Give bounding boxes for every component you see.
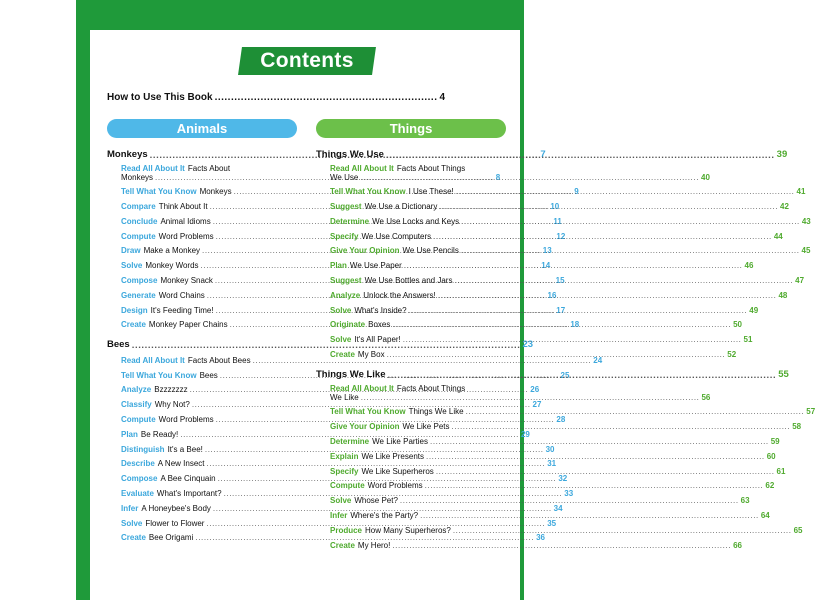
section-page-number: 23	[522, 338, 534, 350]
entry-verb: Specify	[330, 231, 359, 241]
entry-page-number: 9	[574, 187, 579, 197]
entry-verb: Determine	[330, 436, 370, 446]
entry-page-number: 15	[555, 276, 565, 286]
entry-title: Facts About Things	[396, 163, 466, 173]
entry-verb: Create	[121, 320, 146, 330]
entry-page-number: 40	[701, 172, 710, 182]
leader-dots	[430, 438, 769, 446]
leader-dots	[386, 152, 775, 160]
entry-page-number: 18	[570, 320, 580, 330]
entry-text	[330, 232, 431, 241]
entry-verb: Conclude	[121, 216, 158, 226]
entry-text	[121, 187, 232, 196]
leader-dots	[361, 394, 700, 402]
section-page-number: 39	[776, 148, 788, 160]
entry-page-number: 46	[744, 261, 754, 271]
entry-title: Boxes	[368, 320, 391, 330]
entry-verb: Explain	[330, 451, 359, 461]
entry-text	[330, 467, 434, 476]
entry-title: Word Problems	[367, 481, 423, 491]
entry-title-continued: We Like	[330, 392, 359, 402]
entry-text	[330, 481, 423, 490]
entry-page-number: 12	[556, 231, 566, 241]
entry-page-number: 34	[553, 503, 563, 513]
entry-verb: Solve	[121, 518, 143, 528]
entry-text	[121, 306, 214, 315]
entry-verb: Compose	[121, 474, 158, 484]
entry-title: My Box	[357, 350, 385, 360]
entry-text	[330, 526, 451, 535]
leader-dots	[360, 174, 699, 182]
leader-dots	[392, 321, 731, 329]
entry-page-number: 52	[727, 350, 737, 360]
entry-verb: Read All About It	[330, 383, 394, 393]
entry-title: We Use Locks and Keys	[372, 216, 460, 226]
entry-title: Word Problems	[158, 231, 214, 241]
entry-verb: Infer	[121, 503, 139, 513]
entry-page-number: 60	[766, 451, 776, 461]
entry-page-number: 32	[558, 474, 568, 484]
entry-verb: Compare	[121, 202, 156, 212]
section-title: Things We Use	[316, 148, 384, 160]
entry-page-number: 25	[560, 370, 570, 380]
entry-page-number: 17	[556, 305, 566, 315]
entry-title-continued: We Use	[330, 172, 359, 182]
entry-text	[121, 489, 222, 498]
entry-verb: Solve	[330, 305, 352, 315]
entry-text	[121, 504, 211, 513]
entry-verb: Create	[330, 350, 355, 360]
entry-title: We Use Paper	[349, 261, 402, 271]
entry-text	[330, 422, 449, 431]
entry-text	[330, 261, 402, 270]
leader-dots	[404, 262, 743, 270]
leader-dots	[392, 542, 731, 550]
entry-title-line2	[330, 393, 710, 402]
entry-title: Where's the Party?	[350, 510, 419, 520]
entry-title: Be Ready!	[140, 429, 179, 439]
leader-dots	[438, 292, 777, 300]
entry-text	[121, 202, 208, 211]
entry-text	[330, 187, 454, 196]
entry-text	[121, 533, 193, 542]
entry-verb: Analyze	[121, 385, 152, 395]
entry-text	[121, 430, 178, 439]
entry-title: It's All Paper!	[354, 335, 401, 345]
leader-dots	[388, 372, 777, 380]
entry-page-number: 24	[593, 355, 603, 365]
entry-title: Flower to Flower	[145, 518, 205, 528]
entry-title-line1	[330, 164, 710, 173]
entry-verb: Solve	[330, 496, 352, 506]
entry-page-number: 41	[796, 187, 806, 197]
section-title: Things We Like	[316, 368, 386, 380]
leader-dots	[387, 351, 726, 359]
entry-verb: Tell What You Know	[330, 187, 406, 197]
entry-title: Monkey Snack	[160, 276, 213, 286]
entry-title: Whose Pet?	[354, 496, 398, 506]
entry-text	[330, 335, 401, 344]
entry-text	[121, 217, 211, 226]
entry-page-number: 43	[801, 216, 811, 226]
entry-text	[121, 232, 214, 241]
entry-page-number: 49	[749, 305, 759, 315]
leader-dots	[439, 203, 778, 211]
section-page-number: 7	[540, 148, 546, 160]
entry-verb: Plan	[330, 261, 347, 271]
entry-text-block	[330, 164, 710, 182]
entry-text	[121, 320, 228, 329]
entry-title: Monkey Words	[145, 261, 199, 271]
contents-title-banner	[238, 47, 376, 75]
entry-title-continued: Monkeys	[121, 172, 154, 182]
section-page-number: 55	[778, 368, 789, 380]
leader-dots	[400, 497, 739, 505]
toc-entry	[316, 182, 806, 197]
entry-title: A Bee Cinquain	[160, 474, 216, 484]
entry-page-number: 31	[547, 459, 557, 469]
leader-dots	[461, 218, 800, 226]
entry-verb: Solve	[330, 335, 352, 345]
entry-title: Why Not?	[154, 400, 190, 410]
entry-title: We Use Computers	[361, 231, 432, 241]
entry-text	[330, 511, 418, 520]
entry-verb: Evaluate	[121, 488, 154, 498]
entry-text	[121, 276, 213, 285]
entry-text	[121, 356, 251, 365]
entry-verb: Produce	[330, 525, 363, 535]
leader-dots	[426, 453, 765, 461]
entry-verb: Distinguish	[121, 444, 165, 454]
entry-verb: Infer	[330, 510, 348, 520]
page-title: Contents	[260, 49, 354, 72]
entry-page-number: 63	[740, 496, 750, 506]
entry-text	[330, 306, 407, 315]
entry-title: Facts About Things	[396, 383, 466, 393]
entry-title: A New Insect	[157, 459, 205, 469]
entry-verb: Give Your Opinion	[330, 422, 400, 432]
entry-title: We Use Bottles and Jars	[364, 276, 453, 286]
entry-text	[121, 519, 204, 528]
entry-page-number: 42	[780, 202, 789, 212]
entry-page-number: 8	[495, 172, 501, 182]
entry-verb: Solve	[121, 261, 143, 271]
entry-title: A Honeybee's Body	[141, 503, 211, 513]
entry-text	[330, 350, 385, 359]
leader-dots	[433, 233, 772, 241]
entry-title: Bees	[199, 370, 218, 380]
entry-text	[121, 474, 216, 483]
entry-text	[121, 400, 190, 409]
entry-page-number: 61	[776, 466, 786, 476]
entry-text	[330, 291, 436, 300]
entry-title: It's a Bee!	[167, 444, 203, 454]
entry-page-number: 44	[773, 231, 783, 241]
entry-title: Monkey Paper Chains	[148, 320, 228, 330]
entry-text	[330, 276, 452, 285]
toc-entry	[316, 160, 710, 182]
entry-page-number: 62	[765, 481, 775, 491]
entry-verb: Classify	[121, 400, 152, 410]
entry-text	[330, 541, 390, 550]
entry-verb: Design	[121, 305, 148, 315]
entry-title: Facts About Bees	[187, 355, 251, 365]
how-to-use-label: How to Use This Book	[107, 92, 213, 103]
entry-title: Things We Like	[408, 407, 464, 417]
entry-page-number: 13	[542, 246, 552, 256]
leader-dots	[456, 188, 795, 196]
entry-verb: Create	[330, 540, 355, 550]
entry-verb: Describe	[121, 459, 155, 469]
entry-page-number: 10	[550, 202, 560, 212]
entry-text	[330, 452, 424, 461]
entry-verb: Tell What You Know	[121, 187, 197, 197]
leader-dots	[451, 423, 790, 431]
entry-title: Monkeys	[199, 187, 232, 197]
entry-title: Facts About	[187, 163, 231, 173]
entry-page-number: 45	[801, 246, 811, 256]
entry-title: Bee Origami	[148, 533, 194, 543]
entry-title: Bzzzzzzz	[154, 385, 188, 395]
entry-page-number: 50	[733, 320, 742, 330]
section-title: Bees	[107, 338, 130, 350]
entry-title: Word Chains	[158, 290, 205, 300]
entry-verb: Compose	[121, 276, 158, 286]
entry-page-number: 35	[547, 518, 557, 528]
entry-page-number: 29	[520, 429, 530, 439]
toc-section-heading	[316, 145, 788, 160]
entry-page-number: 11	[553, 216, 562, 226]
entry-title-line2	[330, 173, 710, 182]
entry-text	[121, 385, 188, 394]
entry-verb: Analyze	[330, 290, 361, 300]
entry-title: Make a Monkey	[143, 246, 201, 256]
entry-page-number: 28	[556, 414, 566, 424]
entry-title: I Use These!	[408, 187, 454, 197]
leader-dots	[466, 408, 805, 416]
section-title: Monkeys	[107, 148, 148, 160]
animals-section-pill: Animals	[107, 119, 297, 138]
entry-title: It's Feeding Time!	[150, 305, 214, 315]
entry-verb: Read All About It	[121, 163, 185, 173]
things-section-pill: Things	[316, 119, 506, 138]
leader-dots	[453, 527, 792, 535]
entry-title: My Hero!	[357, 540, 391, 550]
entry-title: Unlock the Answers!	[363, 290, 436, 300]
entry-title: We Like Pets	[402, 422, 450, 432]
entry-title: We Use Pencils	[402, 246, 459, 256]
entry-verb: Originate	[330, 320, 366, 330]
entry-text-block	[330, 384, 710, 402]
entry-page-number: 56	[701, 392, 711, 402]
entry-verb: Plan	[121, 429, 138, 439]
entry-page-number: 48	[778, 290, 788, 300]
entry-title: Word Problems	[158, 414, 214, 424]
entry-page-number: 14	[541, 261, 551, 271]
leader-dots	[425, 482, 764, 490]
entry-title: We Use a Dictionary	[364, 202, 438, 212]
entry-verb: Determine	[330, 216, 370, 226]
entry-title: Animal Idioms	[160, 216, 211, 226]
entry-page-number: 64	[760, 510, 770, 520]
entry-page-number: 65	[793, 525, 803, 535]
entry-title: How Many Superheros?	[365, 525, 451, 535]
entry-verb: Give Your Opinion	[330, 246, 400, 256]
entry-text	[330, 202, 437, 211]
entry-text	[121, 246, 200, 255]
entry-page-number: 16	[547, 290, 557, 300]
entry-title-line1	[330, 384, 710, 393]
entry-verb: Compute	[121, 231, 156, 241]
entry-verb: Tell What You Know	[330, 407, 406, 417]
entry-text	[330, 320, 390, 329]
entry-verb: Create	[121, 533, 146, 543]
entry-text	[330, 437, 428, 446]
entry-page-number: 57	[806, 407, 815, 417]
entry-verb: Tell What You Know	[121, 370, 197, 380]
entry-verb: Draw	[121, 246, 141, 256]
entry-page-number: 26	[530, 385, 540, 395]
leader-dots	[420, 512, 759, 520]
entry-verb: Specify	[330, 466, 359, 476]
entry-page-number: 30	[545, 444, 555, 454]
entry-text	[330, 407, 464, 416]
entry-title: Think About It	[158, 202, 208, 212]
entry-text	[330, 496, 398, 505]
entry-text	[330, 246, 459, 255]
entry-text	[121, 261, 199, 270]
entry-verb: Read All About It	[121, 355, 185, 365]
entry-verb: Read All About It	[330, 163, 394, 173]
leader-dots	[215, 92, 438, 103]
leader-dots	[454, 277, 793, 285]
entry-title: We Like Parties	[372, 436, 428, 446]
entry-verb: Compute	[121, 414, 156, 424]
entry-text	[121, 445, 203, 454]
entry-verb: Suggest	[330, 276, 362, 286]
entry-page-number: 27	[532, 400, 542, 410]
entry-title: What's Inside?	[354, 305, 407, 315]
entry-verb: Generate	[121, 290, 156, 300]
leader-dots	[403, 336, 742, 344]
how-to-use-page: 4	[439, 92, 446, 103]
entry-title: We Like Presents	[361, 451, 424, 461]
entry-page-number: 36	[536, 533, 545, 543]
entry-page-number: 33	[564, 488, 574, 498]
toc-entry-how-to-use	[107, 92, 446, 103]
entry-title: We Like Superheros	[361, 466, 434, 476]
entry-verb: Suggest	[330, 202, 362, 212]
entry-text	[121, 459, 204, 468]
entry-page-number: 66	[733, 540, 742, 550]
entry-page-number: 58	[792, 422, 802, 432]
leader-dots	[409, 307, 748, 315]
entry-page-number: 51	[743, 335, 753, 345]
leader-dots	[436, 468, 775, 476]
entry-text	[121, 291, 205, 300]
entry-text	[121, 371, 218, 380]
entry-page-number: 47	[795, 276, 805, 286]
entry-verb: Compute	[330, 481, 365, 491]
entry-text	[121, 415, 214, 424]
entry-text	[330, 217, 459, 226]
entry-title: What's Important?	[156, 488, 222, 498]
entry-page-number: 59	[770, 436, 780, 446]
leader-dots	[461, 247, 800, 255]
